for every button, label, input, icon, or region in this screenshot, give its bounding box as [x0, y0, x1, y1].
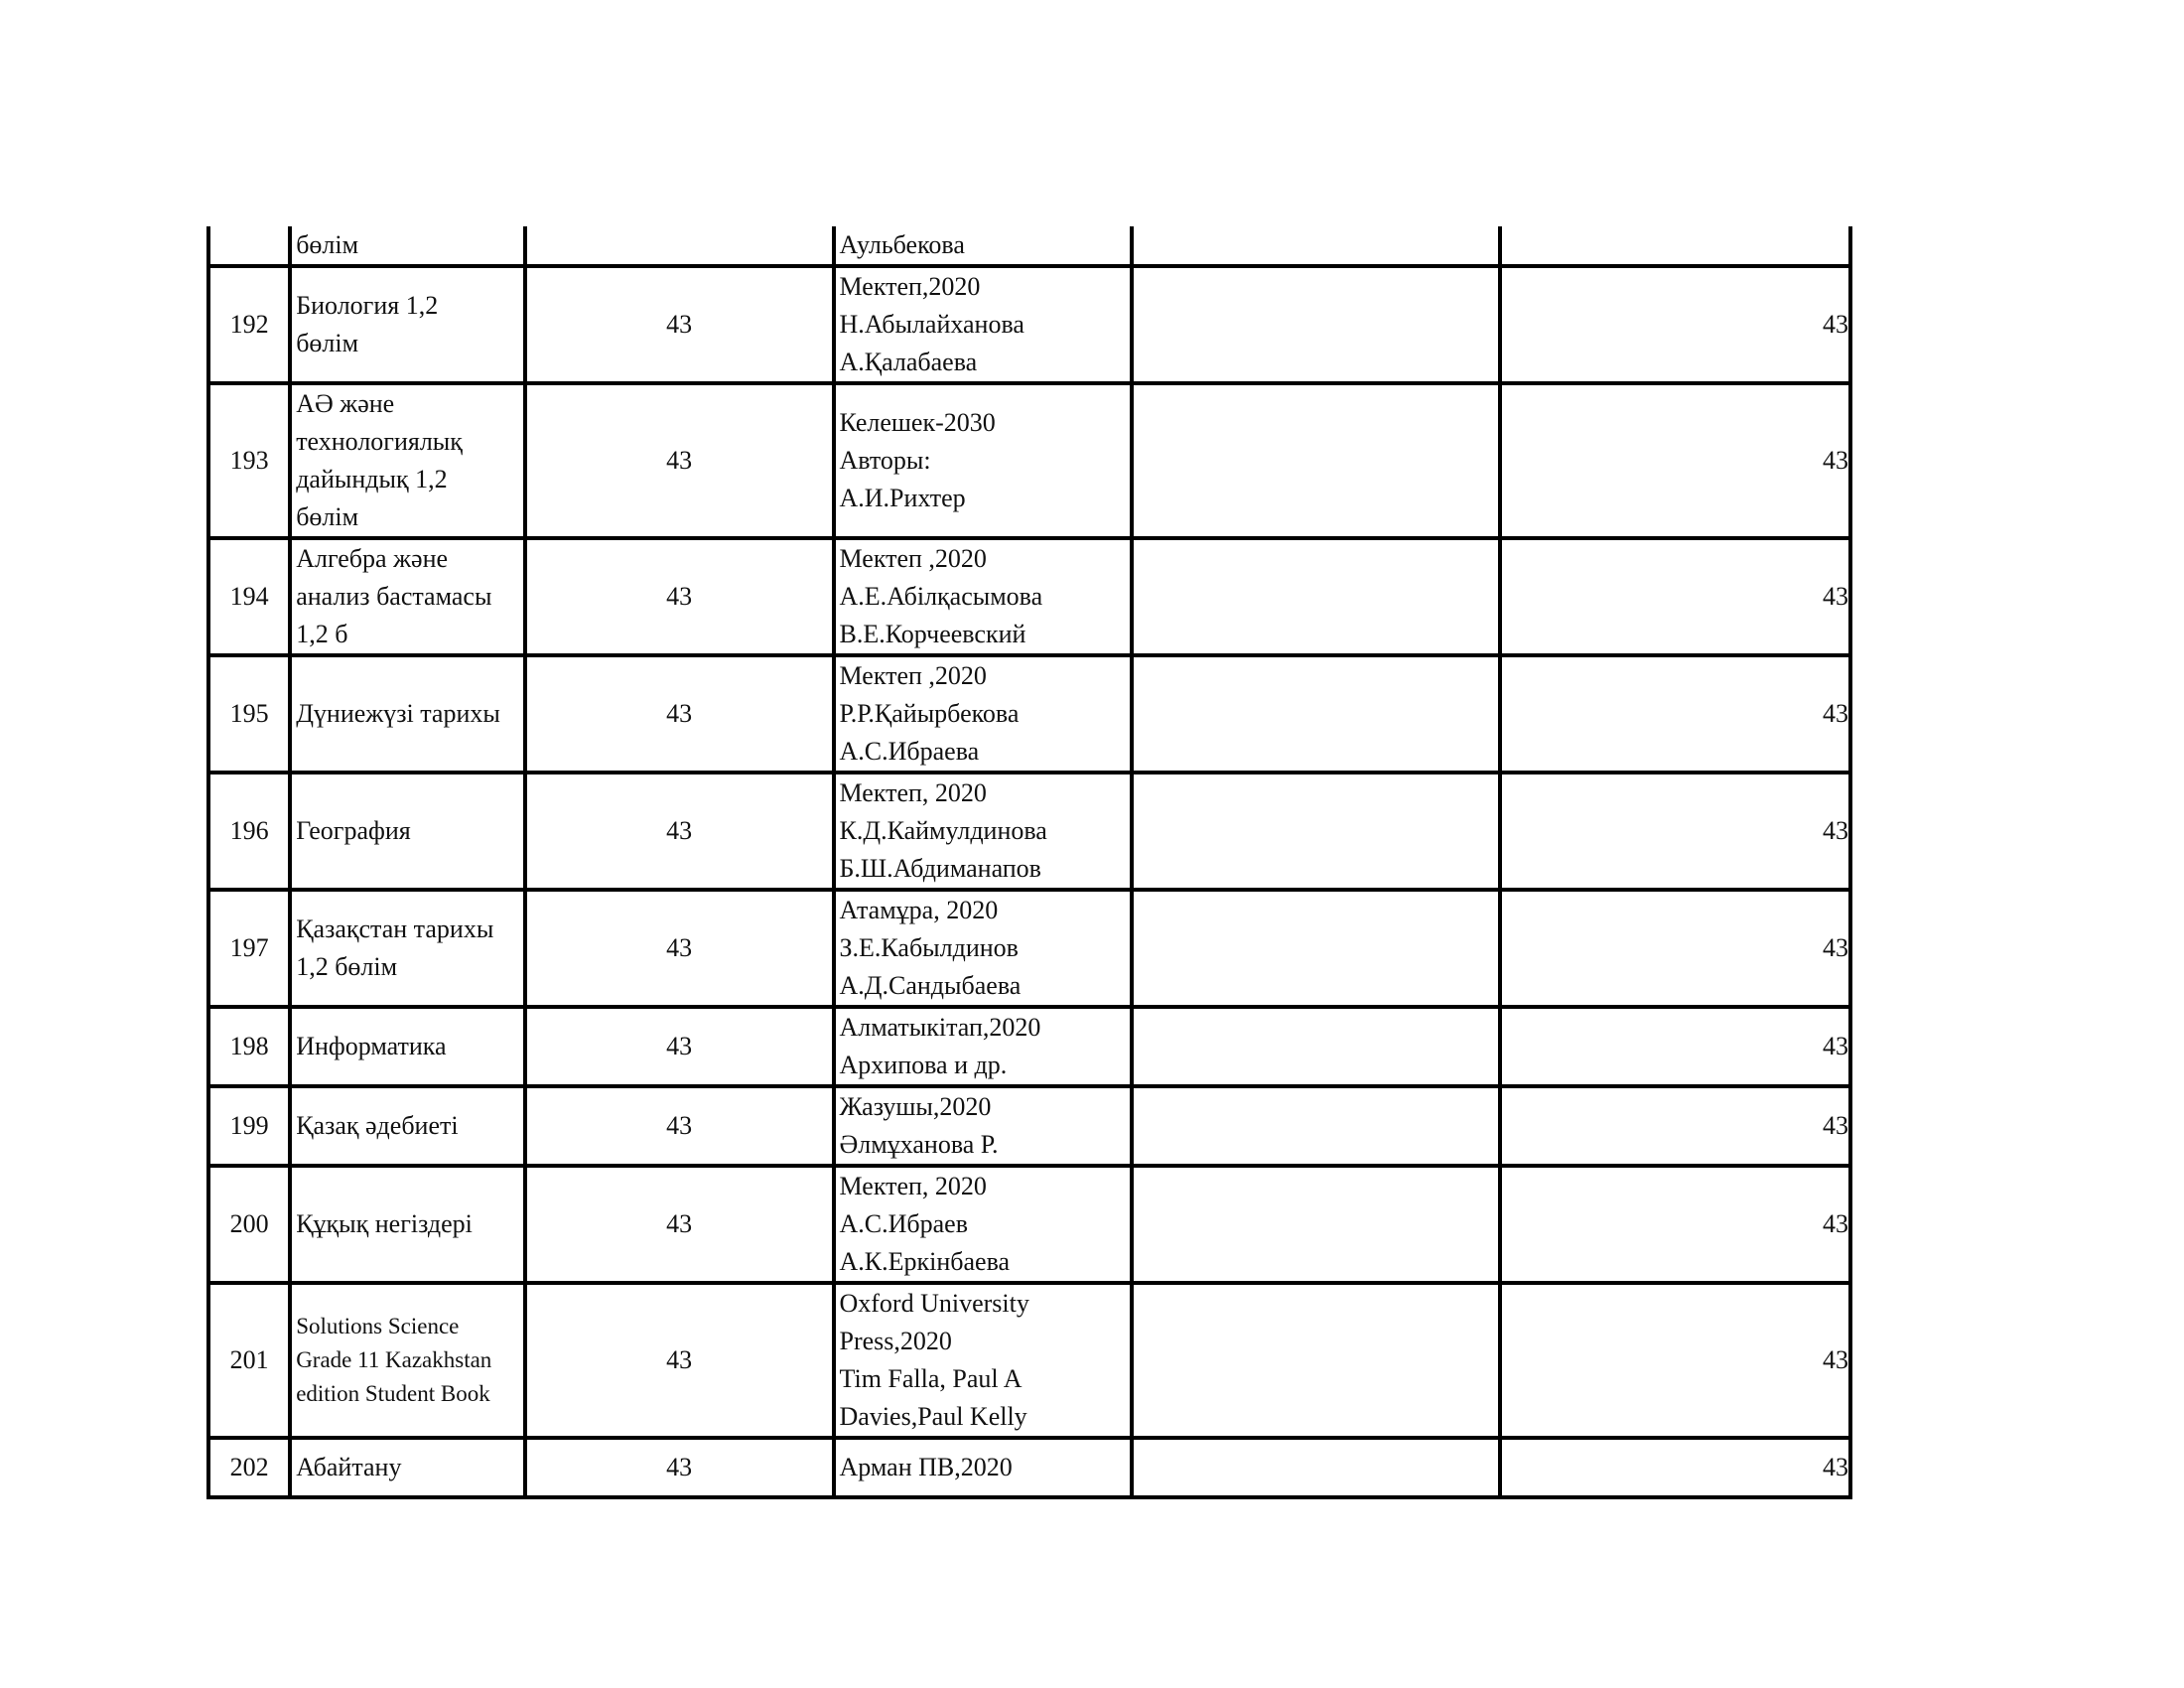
quantity-cell: 43 [525, 655, 834, 773]
title-cell [290, 383, 525, 538]
total-cell: 43 [1500, 383, 1850, 538]
empty-cell [1132, 655, 1500, 773]
publisher-line: Н.Абылайханова [839, 310, 1024, 339]
title-line: бөлім [296, 502, 359, 531]
title-cell [290, 1283, 525, 1438]
title-line: технологиялық [296, 427, 463, 456]
publisher-line: Архипова и др. [839, 1051, 1008, 1079]
row-number-cell: 201 [208, 1283, 290, 1438]
total-cell: 43 [1500, 1166, 1850, 1283]
publisher-line: Мектеп ,2020 [839, 661, 987, 690]
publisher-cell [834, 1283, 1133, 1438]
total-cell: 43 [1500, 655, 1850, 773]
title-cell [290, 890, 525, 1007]
publisher-cell [834, 655, 1133, 773]
publisher-line: В.Е.Корчеевский [839, 620, 1026, 648]
publisher-line: Б.Ш.Абдиманапов [839, 854, 1041, 883]
table-row [208, 1438, 1850, 1497]
title-line: дайындық 1,2 [296, 465, 448, 493]
publisher-line: Аульбекова [839, 230, 965, 259]
row-number-cell: 200 [208, 1166, 290, 1283]
table-row [208, 266, 1850, 383]
title-line: Қазақстан тарихы [296, 914, 494, 943]
publisher-cell [834, 538, 1133, 655]
publisher-line: Tim Falla, Paul A [839, 1364, 1023, 1393]
publisher-cell [834, 266, 1133, 383]
title-line: Grade 11 Kazakhstan [296, 1347, 492, 1372]
textbook-table [206, 226, 1852, 1499]
title-line: Дүниежүзі тарихы [296, 699, 500, 728]
empty-cell [1132, 1086, 1500, 1166]
title-line: Информатика [296, 1032, 447, 1060]
title-line: Қазақ әдебиеті [296, 1111, 459, 1140]
row-number-cell: 194 [208, 538, 290, 655]
title-line: Solutions Science [296, 1314, 460, 1338]
table-row [208, 1166, 1850, 1283]
title-cell [290, 1086, 525, 1166]
title-line: Биология 1,2 [296, 291, 439, 320]
publisher-line: А.Д.Сандыбаева [839, 971, 1022, 1000]
total-cell: 43 [1500, 890, 1850, 1007]
title-cell [290, 1166, 525, 1283]
publisher-cell [834, 383, 1133, 538]
publisher-cell [834, 1438, 1133, 1497]
publisher-line: А.С.Ибраев [839, 1209, 968, 1238]
quantity-cell: 43 [525, 773, 834, 890]
row-number-cell [208, 226, 290, 266]
empty-cell [1132, 383, 1500, 538]
publisher-line: А.К.Еркінбаева [839, 1247, 1011, 1276]
publisher-line: Oxford University [839, 1289, 1029, 1318]
publisher-line: Жазушы,2020 [839, 1092, 992, 1121]
publisher-line: З.Е.Кабылдинов [839, 933, 1019, 962]
total-cell: 43 [1500, 1086, 1850, 1166]
row-number-cell: 197 [208, 890, 290, 1007]
row-number-cell: 192 [208, 266, 290, 383]
publisher-cell [834, 226, 1133, 266]
title-cell [290, 226, 525, 266]
row-number-cell: 196 [208, 773, 290, 890]
quantity-cell: 43 [525, 1166, 834, 1283]
publisher-line: К.Д.Каймулдинова [839, 816, 1047, 845]
publisher-line: Арман ПВ,2020 [839, 1453, 1013, 1481]
row-number-cell: 199 [208, 1086, 290, 1166]
empty-cell [1132, 1283, 1500, 1438]
quantity-cell: 43 [525, 383, 834, 538]
quantity-cell: 43 [525, 1283, 834, 1438]
table-row [208, 1086, 1850, 1166]
title-cell [290, 538, 525, 655]
empty-cell [1132, 890, 1500, 1007]
publisher-line: Р.Р.Қайырбекова [839, 699, 1020, 728]
title-line: Құқық негіздері [296, 1209, 473, 1238]
title-line: География [296, 816, 411, 845]
total-cell: 43 [1500, 1283, 1850, 1438]
publisher-line: А.С.Ибраева [839, 737, 980, 766]
quantity-cell [525, 226, 834, 266]
empty-cell [1132, 1438, 1500, 1497]
total-cell: 43 [1500, 538, 1850, 655]
title-line: edition Student Book [296, 1381, 490, 1406]
title-line: Алгебра және [296, 544, 449, 573]
total-cell: 43 [1500, 266, 1850, 383]
title-line: 1,2 б [296, 620, 348, 648]
title-cell [290, 773, 525, 890]
total-cell [1500, 226, 1850, 266]
empty-cell [1132, 1007, 1500, 1086]
title-cell [290, 655, 525, 773]
title-cell [290, 1007, 525, 1086]
table-row [208, 226, 1850, 266]
table-row [208, 890, 1850, 1007]
publisher-cell [834, 1166, 1133, 1283]
row-number-cell: 193 [208, 383, 290, 538]
quantity-cell: 43 [525, 1086, 834, 1166]
title-line: анализ бастамасы [296, 582, 492, 611]
table-row [208, 655, 1850, 773]
table-row [208, 538, 1850, 655]
title-line: бөлім [296, 230, 359, 259]
publisher-line: Атамұра, 2020 [839, 896, 999, 924]
empty-cell [1132, 1166, 1500, 1283]
title-line: АӘ және [296, 389, 395, 418]
publisher-line: Алматыкітап,2020 [839, 1013, 1041, 1042]
quantity-cell: 43 [525, 538, 834, 655]
publisher-line: Мектеп,2020 [839, 272, 981, 301]
empty-cell [1132, 226, 1500, 266]
table-row [208, 383, 1850, 538]
quantity-cell: 43 [525, 1007, 834, 1086]
publisher-line: А.Е.Абілқасымова [839, 582, 1043, 611]
row-number-cell: 202 [208, 1438, 290, 1497]
table-row [208, 1283, 1850, 1438]
publisher-line: А.Қалабаева [839, 348, 978, 376]
publisher-line: Мектеп, 2020 [839, 778, 987, 807]
table-row [208, 1007, 1850, 1086]
table-viewport [206, 226, 1854, 1481]
empty-cell [1132, 773, 1500, 890]
publisher-line: А.И.Рихтер [839, 484, 966, 512]
publisher-cell [834, 1007, 1133, 1086]
empty-cell [1132, 266, 1500, 383]
title-cell [290, 266, 525, 383]
publisher-cell [834, 1086, 1133, 1166]
table-row [208, 773, 1850, 890]
publisher-line: Davies,Paul Kelly [839, 1402, 1027, 1431]
quantity-cell: 43 [525, 1438, 834, 1497]
total-cell: 43 [1500, 1007, 1850, 1086]
publisher-line: Press,2020 [839, 1327, 952, 1355]
publisher-cell [834, 890, 1133, 1007]
title-line: бөлім [296, 329, 359, 357]
row-number-cell: 198 [208, 1007, 290, 1086]
quantity-cell: 43 [525, 890, 834, 1007]
publisher-cell [834, 773, 1133, 890]
publisher-line: Мектеп ,2020 [839, 544, 987, 573]
publisher-line: Авторы: [839, 446, 931, 475]
total-cell: 43 [1500, 773, 1850, 890]
row-number-cell: 195 [208, 655, 290, 773]
title-cell [290, 1438, 525, 1497]
publisher-line: Мектеп, 2020 [839, 1172, 987, 1200]
empty-cell [1132, 538, 1500, 655]
total-cell: 43 [1500, 1438, 1850, 1497]
publisher-line: Әлмұханова Р. [839, 1130, 999, 1159]
publisher-line: Келешек-2030 [839, 408, 996, 437]
title-line: Абайтану [296, 1453, 402, 1481]
quantity-cell: 43 [525, 266, 834, 383]
title-line: 1,2 бөлім [296, 952, 398, 981]
